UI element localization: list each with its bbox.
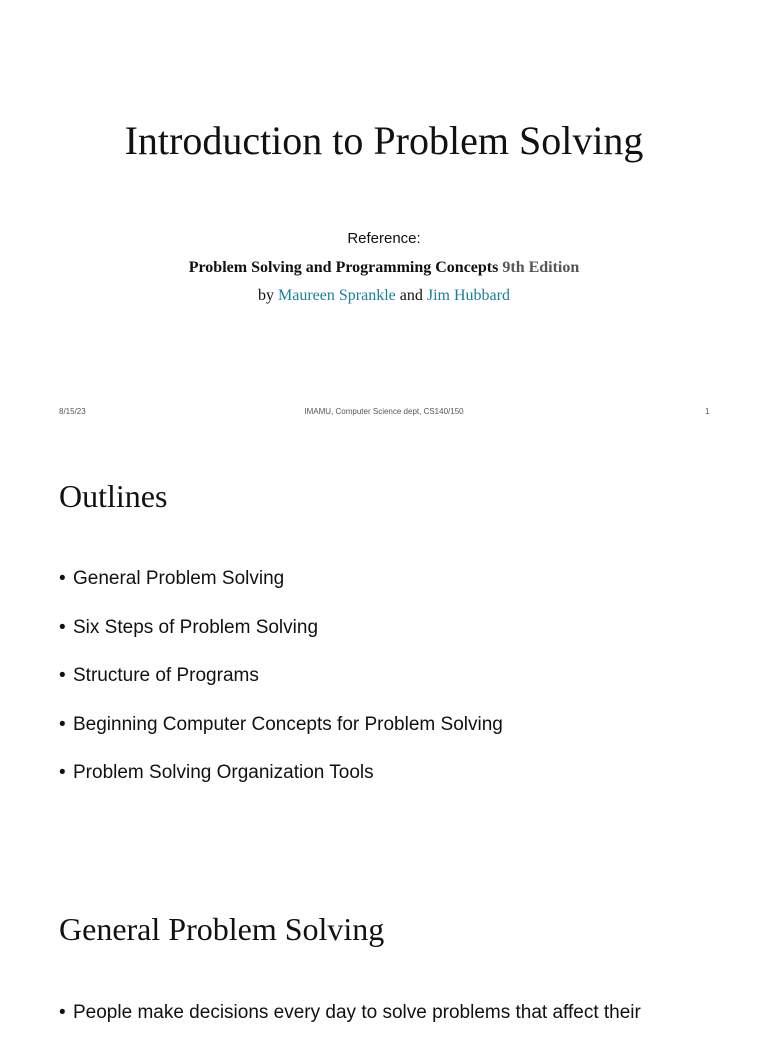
list-item [59, 713, 503, 762]
authors-line [0, 287, 768, 305]
author-jim-hubbard[interactable]: Jim Hubbard [426, 287, 510, 304]
slide-title: Introduction to Problem Solving [124, 118, 644, 163]
book-reference [0, 259, 768, 277]
list-item [59, 567, 503, 616]
general-problem-solving-heading: General Problem Solving [59, 911, 385, 947]
reference-label: Reference: [347, 230, 421, 247]
footer-course: IMAMU, Computer Science dept, CS140/150 [304, 407, 464, 416]
bullet-icon: • [59, 616, 66, 638]
outline-list [59, 567, 503, 810]
footer-date: 8/15/23 [59, 407, 86, 416]
general-problem-solving-list [59, 1001, 641, 1050]
list-item-text: Structure of Programs [73, 665, 259, 686]
list-item-text: Problem Solving Organization Tools [73, 762, 374, 783]
book-title: Problem Solving and Programming Concepts [188, 259, 499, 276]
bullet-icon: • [59, 665, 66, 686]
book-edition: 9th Edition [502, 259, 580, 276]
list-item-text: Six Steps of Problem Solving [73, 616, 319, 638]
list-item-text: General Problem Solving [73, 568, 285, 589]
author-maureen-sprankle[interactable]: Maureen Sprankle [278, 287, 396, 304]
footer-page-number: 1 [705, 407, 710, 416]
bullet-icon: • [59, 1002, 66, 1023]
list-item [59, 1001, 641, 1050]
by-label: by [258, 287, 275, 304]
list-item [59, 664, 503, 713]
bullet-icon: • [59, 568, 66, 589]
outlines-heading: Outlines [59, 478, 168, 514]
and-label: and [399, 287, 423, 304]
list-item-text: People make decisions every day to solve problems that affect their [73, 1002, 641, 1023]
bullet-icon: • [59, 762, 66, 783]
list-item [59, 616, 503, 665]
bullet-icon: • [59, 713, 66, 735]
list-item-text: Beginning Computer Concepts for Problem Solving [73, 713, 503, 735]
list-item [59, 761, 503, 810]
